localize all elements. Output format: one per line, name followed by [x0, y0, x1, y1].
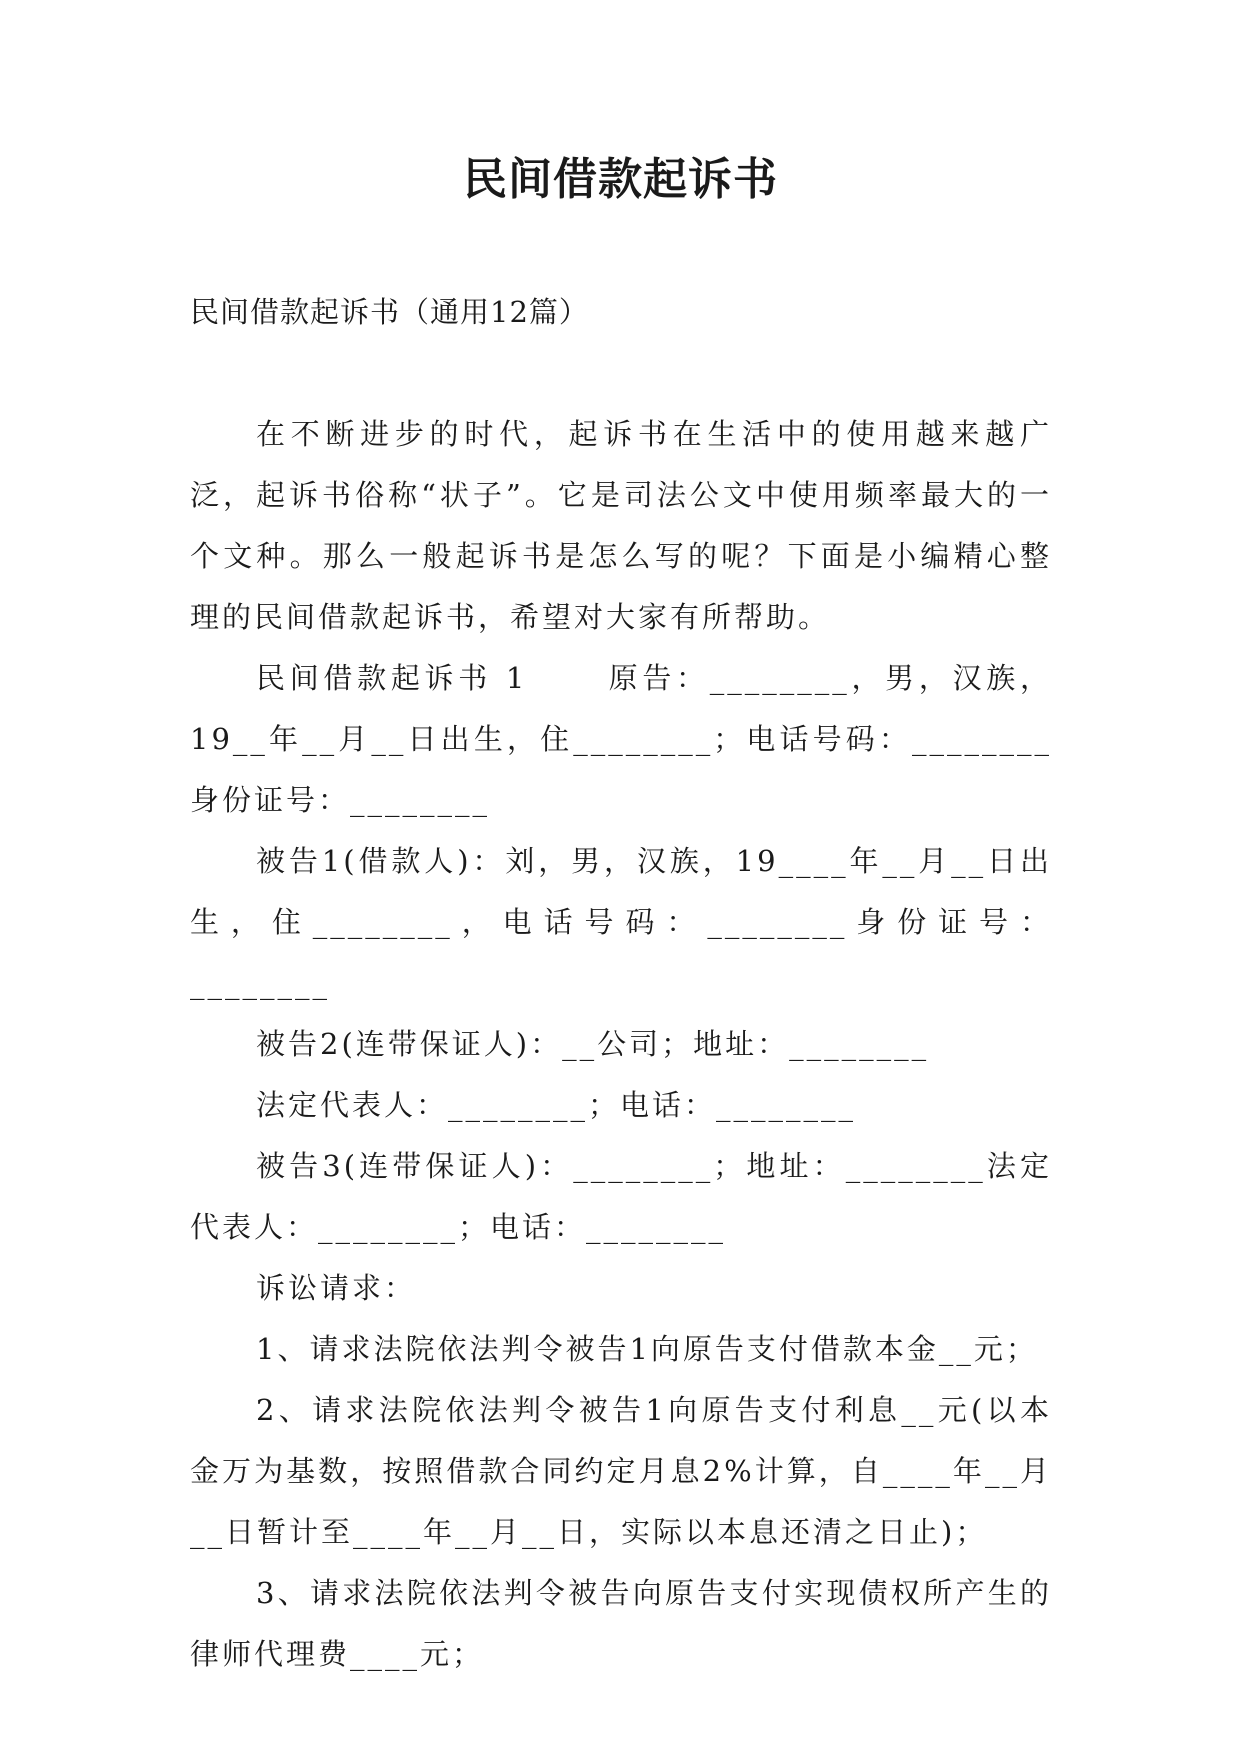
- document-subtitle: 民间借款起诉书（通用12篇）: [190, 295, 589, 329]
- paragraph-claim-1: 1、请求法院依法判令被告1向原告支付借款本金__元；: [256, 1332, 1038, 1366]
- paragraph-defendant-3: 被告3(连带保证人)：________；地址：________法定代表人：________；电话：________: [190, 1149, 1052, 1244]
- paragraph-intro: 在不断进步的时代，起诉书在生活中的使用越来越广泛，起诉书俗称“状子”。它是司法公文中使用频率最大的一个文种。那么一般起诉书是怎么写的呢？下面是小编精心整理的民间借款起诉书，希望对大家有所帮助。: [190, 417, 1052, 634]
- paragraph-plaintiff: 民间借款起诉书 1 原告：________，男，汉族，19__年__月__日出生，住________；电话号码：________身份证号：________: [190, 661, 1052, 817]
- paragraph-legal-rep: 法定代表人：________；电话：________: [256, 1088, 857, 1122]
- document-title: 民间借款起诉书: [463, 154, 778, 205]
- paragraph-defendant-2: 被告2(连带保证人)：__公司；地址：________: [256, 1027, 930, 1061]
- paragraph-claim-2: 2、请求法院依法判令被告1向原告支付利息__元(以本金万为基数，按照借款合同约定月息2%计算，自____年__月__日暂计至____年__月__日，实际以本息还清之日止)；: [190, 1393, 1052, 1549]
- paragraph-claims-heading: 诉讼请求：: [256, 1271, 417, 1305]
- paragraph-defendant-1: 被告1(借款人)：刘，男，汉族，19____年__月__日出生，住________，电话号码：________身份证号：________: [190, 844, 1052, 1000]
- paragraph-claim-3: 3、请求法院依法判令被告向原告支付实现债权所产生的律师代理费____元；: [190, 1576, 1052, 1671]
- document-body: [190, 404, 1052, 1685]
